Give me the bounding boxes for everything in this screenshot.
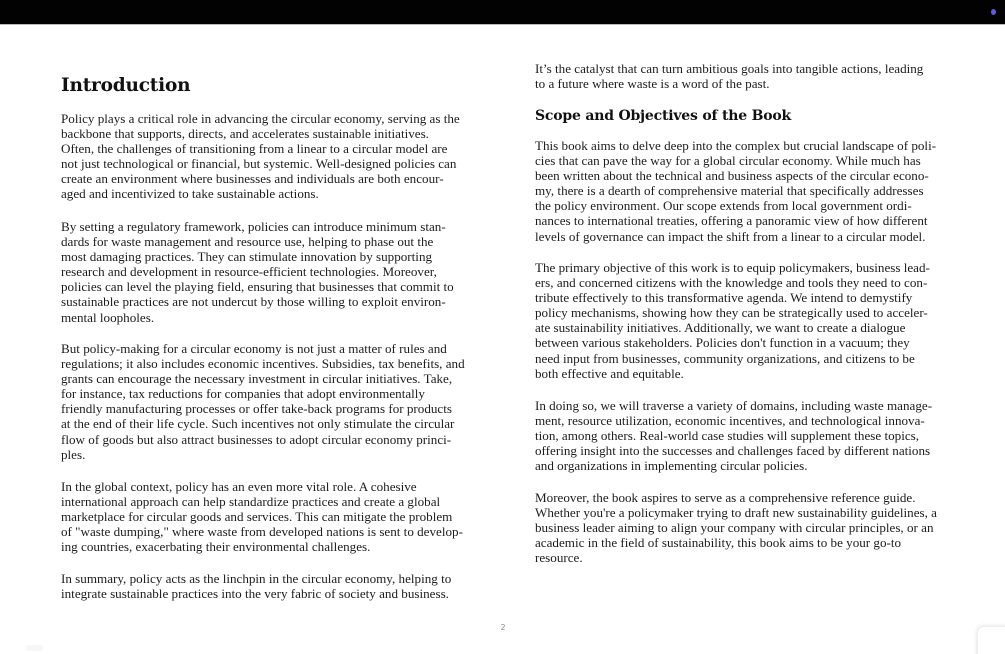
- text-line: dards for waste management and resource use, helping to phase out the: [61, 234, 434, 250]
- chapter-heading-introduction: Introduction: [61, 75, 191, 96]
- text-line: both effective and equitable.: [535, 365, 684, 381]
- text-line: policies can level the playing field, ensuring that businesses that commit to: [61, 279, 454, 295]
- text-line: offering insight into the successes and challenges faced by different nations: [535, 443, 931, 459]
- paragraph: [535, 398, 947, 473]
- text-line: Moreover, the book aspires to serve as a comprehensive reference guide.: [535, 490, 916, 505]
- text-line: research and development in resource-efficient technologies. Moreover,: [61, 264, 437, 280]
- text-line: This book aims to delve deep into the complex but crucial landscape of poli-: [535, 138, 937, 153]
- text-line: Often, the challenges of transitioning from a linear to a circular model are: [61, 141, 448, 157]
- text-line: nances to international treaties, offering a panoramic view of how different: [535, 213, 928, 229]
- status-dot-icon: [991, 9, 996, 15]
- text-line: sustainable practices are not undercut by those willing to exploit environ-: [61, 294, 446, 310]
- text-line: academic in the field of sustainability, this book aims to be your go-to: [535, 535, 902, 551]
- text-line: But policy-making for a circular economy is not just a matter of rules and: [61, 341, 447, 356]
- text-line: of "waste dumping," where waste from developed nations is sent to develop-: [61, 524, 463, 540]
- text-line: flow of goods but also attract businesses to adopt circular economy princi-: [61, 431, 452, 447]
- text-line: grants can encourage the necessary investment in circular initiatives. Take,: [61, 371, 453, 387]
- paragraph: [535, 260, 947, 381]
- text-line: Whether you're a policymaker trying to draft new sustainability guidelines, a: [535, 505, 937, 521]
- text-line: In the global context, policy has an even more vital role. A cohesive: [61, 479, 417, 494]
- text-line: integrate sustainable practices into the very fabric of society and business.: [61, 586, 449, 602]
- text-line: resource.: [535, 550, 583, 566]
- text-line: need input from businesses, community organizations, and citizens to be: [535, 350, 915, 366]
- text-line: It’s the catalyst that can turn ambitious goals into tangible actions, leading: [535, 61, 924, 76]
- text-line: international approach can help standardize practices and create a global: [61, 494, 441, 510]
- floating-corner-button[interactable]: [978, 627, 1005, 654]
- paragraph: [61, 341, 473, 462]
- text-line: and organizations in implementing circular policies.: [535, 458, 808, 474]
- text-line: regulations; it also includes economic incentives. Subsidies, tax benefits, and: [61, 356, 465, 372]
- text-line: not just technological or financial, but systemic. Well-designed policies can: [61, 156, 457, 172]
- paragraph: [61, 479, 473, 554]
- text-line: The primary objective of this work is to equip policymakers, business lead-: [535, 260, 930, 275]
- section-heading-scope-objectives: Scope and Objectives of the Book: [535, 108, 791, 124]
- text-line: aged and incentivized to take sustainable actions.: [61, 186, 319, 202]
- reader-top-bar: [0, 0, 1005, 25]
- text-line: friendly manufacturing processes or offer take-back programs for products: [61, 401, 452, 417]
- text-line: been written about the technical and business aspects of the circular econo-: [535, 168, 929, 184]
- text-line: ment, resource utilization, economic incentives, and technological innova-: [535, 413, 925, 429]
- text-line: tion, among others. Real-world case studies will supplement these topics,: [535, 428, 920, 444]
- text-line: the policy environment. Our scope extends from local government ordi-: [535, 198, 912, 214]
- text-line: tribute effectively to this transformative agenda. We intend to demystify: [535, 290, 913, 306]
- text-line: In summary, policy acts as the linchpin in the circular economy, helping to: [61, 571, 452, 586]
- text-line: backbone that supports, directs, and accelerates sustainable initiatives.: [61, 126, 429, 142]
- faint-footer-mark: [26, 645, 43, 651]
- paragraph: [535, 138, 947, 244]
- text-line: Policy plays a critical role in advancing the circular economy, serving as the: [61, 111, 460, 126]
- text-line: most damaging practices. They can stimulate innovation by supporting: [61, 249, 433, 265]
- paragraph: [61, 571, 473, 601]
- text-line: business leader aiming to align your company with circular principles, or an: [535, 520, 934, 536]
- continuation-paragraph: [535, 61, 947, 91]
- text-line: cies that can pave the way for a global circular economy. While much has: [535, 153, 921, 169]
- text-line: ers, and concerned citizens with the knowledge and tools they need to con-: [535, 275, 928, 291]
- text-line: marketplace for circular goods and services. This can mitigate the problem: [61, 509, 453, 525]
- text-line: By setting a regulatory framework, policies can introduce minimum stan-: [61, 219, 446, 234]
- text-line: my, there is a dearth of comprehensive material that specifically addresses: [535, 183, 924, 199]
- text-line: ate sustainability initiatives. Additionally, we want to create a dialogue: [535, 320, 906, 336]
- text-line: ples.: [61, 446, 86, 462]
- paragraph: [61, 111, 473, 202]
- text-line: for instance, tax reductions for companies that adopt environmentally: [61, 386, 425, 402]
- text-line: at the end of their life cycle. Such incentives not only stimulate the circular: [61, 416, 455, 432]
- text-line: policy mechanisms, showing how they can be strategically used to acceler-: [535, 305, 928, 321]
- text-line: mental loopholes.: [61, 309, 155, 325]
- text-line: between various stakeholders. Policies don't function in a vacuum; they: [535, 335, 910, 351]
- text-line: create an environment where businesses and individuals are both encour-: [61, 171, 444, 187]
- paragraph: [535, 490, 947, 565]
- paragraph: [61, 219, 473, 325]
- text-line: In doing so, we will traverse a variety of domains, including waste manage-: [535, 398, 933, 413]
- text-line: ing countries, exacerbating their environmental challenges.: [61, 539, 371, 555]
- page-number: 2: [500, 623, 506, 632]
- text-line: to a future where waste is a word of the past.: [535, 76, 770, 92]
- text-line: levels of governance can impact the shift from a linear to a circular model.: [535, 228, 926, 244]
